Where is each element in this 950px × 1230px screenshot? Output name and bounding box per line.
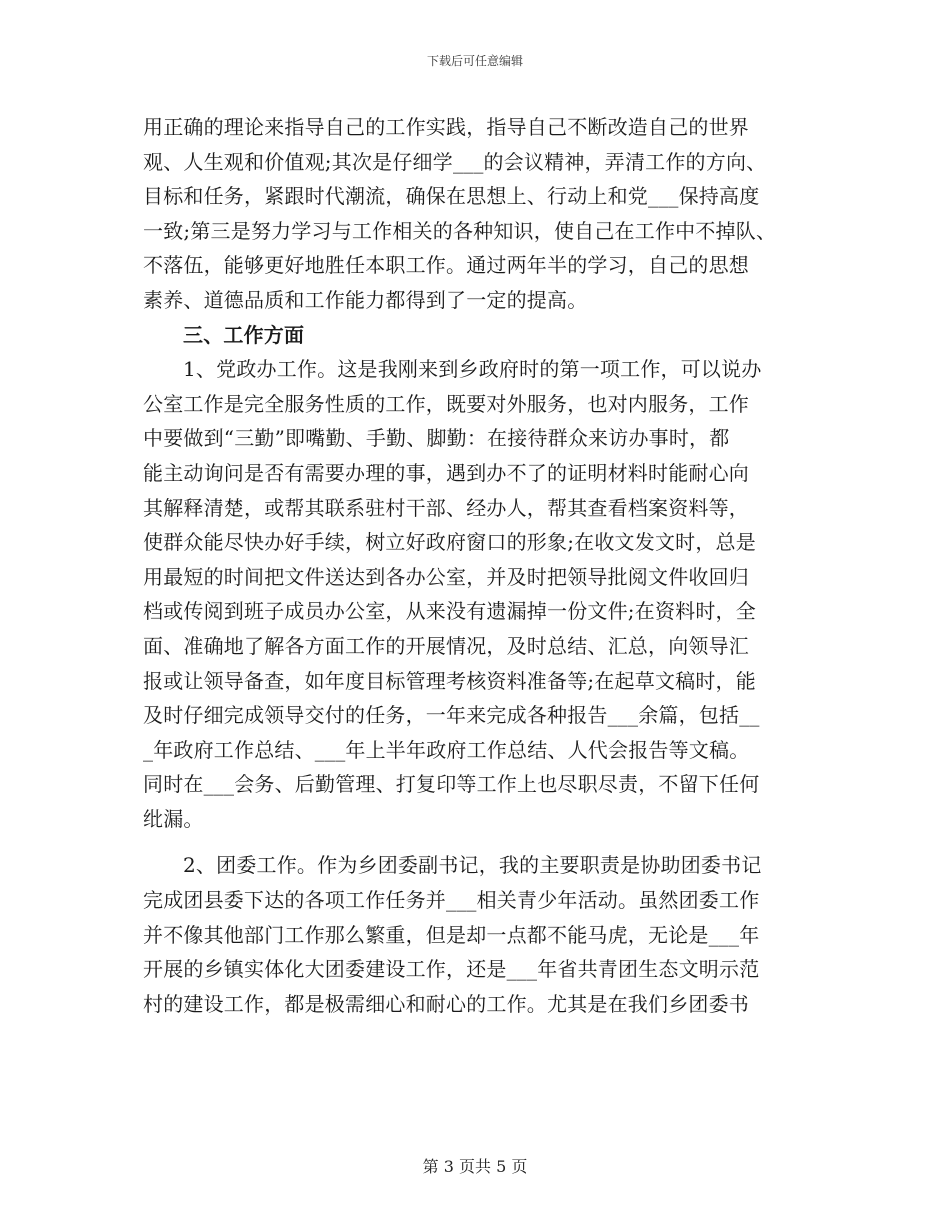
text-line: 面、准确地了解各方面工作的开展情况，及时总结、汇总，向领导汇: [143, 633, 749, 658]
text-line: 村的建设工作，都是极需细心和耐心的工作。尤其是在我们乡团委书: [143, 991, 749, 1016]
text-line: 公室工作是完全服务性质的工作，既要对外服务，也对内服务，工作: [143, 391, 749, 416]
text-line: _年政府工作总结、___年上半年政府工作总结、人代会报告等文稿。: [143, 737, 750, 762]
text-line: 素养、道德品质和工作能力都得到了一定的提高。: [143, 287, 588, 312]
text-line: 并不像其他部门工作那么繁重，但是却一点都不能马虎，无论是___年: [143, 922, 760, 947]
text-line: 2、团委工作。作为乡团委副书记，我的主要职责是协助团委书记: [183, 853, 762, 878]
text-line: 档或传阅到班子成员办公室，从来没有遗漏掉一份文件;在资料时，全: [143, 599, 756, 624]
text-line: 其解释清楚，或帮其联系驻村干部、经办人，帮其查看档案资料等，: [143, 495, 749, 520]
text-line: 同时在___会务、后勤管理、打复印等工作上也尽职尽责，不留下任何: [143, 772, 760, 797]
section-heading: 三、工作方面: [183, 322, 305, 347]
document-body: [143, 110, 813, 1021]
paragraph-gap: [143, 836, 813, 848]
text-line: 报或让领导备查，如年度目标管理考核资料准备等;在起草文稿时，能: [143, 668, 756, 693]
text-line: 一致;第三是努力学习与工作相关的各种知识，使自己在工作中不掉队、: [143, 218, 777, 243]
text-line: 开展的乡镇实体化大团委建设工作，还是___年省共青团生态文明示范: [143, 957, 760, 982]
text-line: 用正确的理论来指导自己的工作实践，指导自己不断改造自己的世界: [143, 115, 749, 139]
page-number-footer: 第 3 页共 5 页: [422, 1157, 528, 1176]
text-line: 1、党政办工作。这是我刚来到乡政府时的第一项工作，可以说办: [183, 357, 762, 382]
text-line: 不落伍，能够更好地胜任本职工作。通过两年半的学习，自己的思想: [143, 253, 749, 278]
page-header: 下载后可任意编辑: [426, 54, 523, 68]
text-line: 及时仔细完成领导交付的任务，一年来完成各种报告___余篇，包括__: [143, 703, 760, 728]
text-line: 使群众能尽快办好手续，树立好政府窗口的形象;在收文发文时，总是: [143, 530, 756, 555]
text-line: 能主动询问是否有需要办理的事，遇到办不了的证明材料时能耐心向: [143, 460, 749, 485]
text-line: 目标和任务，紧跟时代潮流，确保在思想上、行动上和党___保持高度: [143, 184, 760, 209]
text-line: 用最短的时间把文件送达到各办公室，并及时把领导批阅文件收回归: [143, 564, 749, 589]
text-line: 纰漏。: [143, 806, 204, 831]
text-line: 观、人生观和价值观;其次是仔细学___的会议精神，弄清工作的方向、: [143, 149, 767, 174]
text-line: 完成团县委下达的各项工作任务并___相关青少年活动。虽然团委工作: [143, 888, 760, 913]
text-line: 中要做到“三勤”即嘴勤、手勤、脚勤：在接待群众来访办事时，都: [143, 426, 730, 451]
